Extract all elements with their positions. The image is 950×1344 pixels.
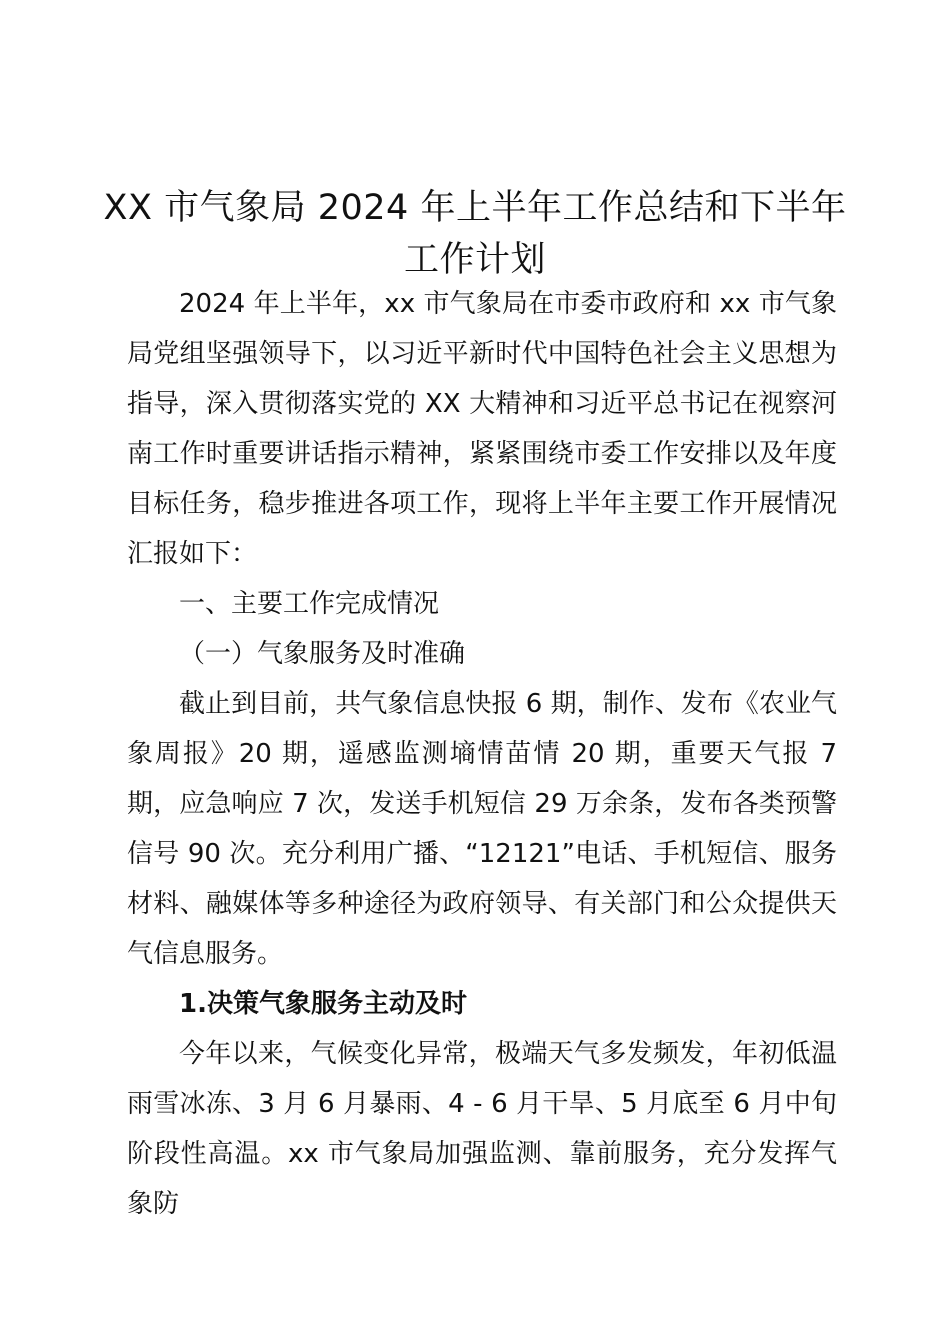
document-body (127, 279, 837, 1229)
intro-paragraph: 2024 年上半年，xx 市气象局在市委市政府和 xx 市气象局党组坚强领导下，以习近平新时代中国特色社会主义思想为指导，深入贯彻落实党的 XX 大精神和习近平总书记在视察河南工作时重要讲话指示精神，紧紧围绕市委工作安排以及年度目标任务，稳步推进各项工作，现将上半年主要工作开展情况汇报如下： (127, 289, 837, 569)
document-title: XX 市气象局 2024 年上半年工作总结和下半年工作计划 (103, 188, 847, 280)
section-heading: 一、主要工作完成情况 (179, 589, 440, 619)
item-heading: 1.决策气象服务主动及时 (179, 989, 467, 1019)
service-paragraph: 截止到目前，共气象信息快报 6 期，制作、发布《农业气象周报》20 期，遥感监测墒情苗情 20 期，重要天气报 7 期，应急响应 7 次，发送手机短信 29 万余条，发布各类预警信号 90 次。充分利用广播、“12121”电话、手机短信、服务材料、融媒体等多种途径为政府领导、有关部门和公众提供天气信息服务。 (127, 689, 837, 969)
subsection-heading: （一）气象服务及时准确 (179, 639, 466, 669)
weather-paragraph: 今年以来，气候变化异常，极端天气多发频发，年初低温雨雪冰冻、3 月 6 月暴雨、4 - 6 月干旱、5 月底至 6 月中旬阶段性高温。xx 市气象局加强监测、靠前服务，充分发挥气象防 (127, 1039, 837, 1219)
